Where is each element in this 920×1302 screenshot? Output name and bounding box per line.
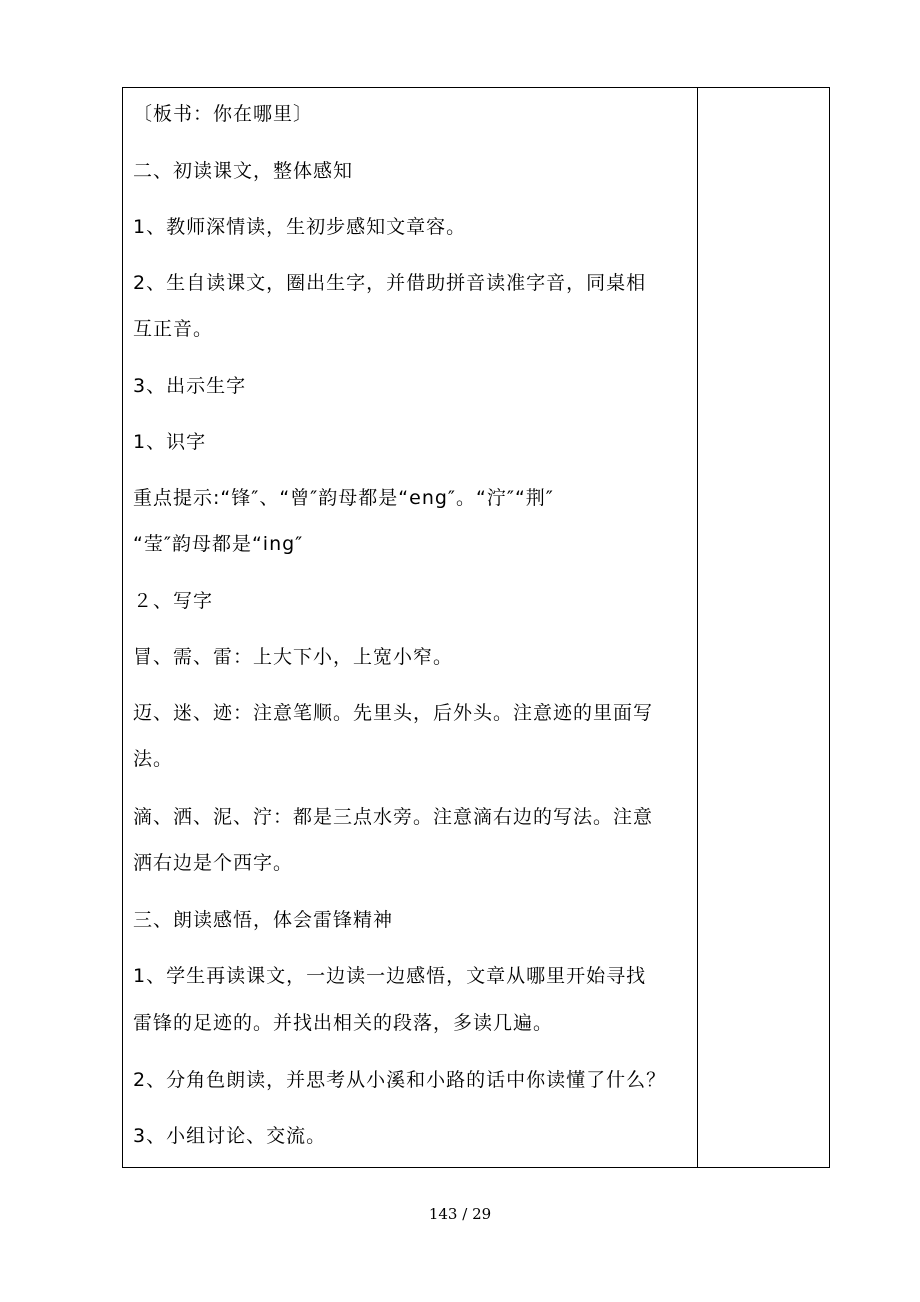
text-line: 迈、迷、迹：注意笔顺。先里头，后外头。注意迹的里面写 — [133, 702, 654, 724]
text-line: 重点提示:“锋″、“曾″韵母都是“eng″。“泞″“荆″ — [133, 487, 554, 509]
text-line: ２、写字 — [133, 590, 214, 612]
blackboard-note: 〔板书：你在哪里〕 — [133, 103, 314, 125]
text-line: 雷锋的足迹的。并找出相关的段落，多读几遍。 — [133, 1012, 554, 1034]
text-line: 3、小组讨论、交流。 — [133, 1125, 327, 1147]
column-divider — [697, 88, 698, 1167]
section-heading-2: 二、初读课文，整体感知 — [133, 160, 354, 182]
page-number: 143 / 29 — [428, 1205, 492, 1223]
section-heading-3: 三、朗读感悟，体会雷锋精神 — [133, 909, 394, 931]
text-line: 3、出示生字 — [133, 375, 247, 397]
text-line: 洒右边是个西字。 — [133, 852, 294, 874]
text-line: “莹″韵母都是“ing″ — [133, 533, 304, 555]
lesson-table — [122, 87, 830, 1168]
text-line: 2、生自读课文，圈出生字，并借助拼音读准字音，同桌相 — [133, 272, 647, 294]
text-line: 法。 — [133, 748, 174, 770]
lesson-content-cell — [123, 88, 697, 1167]
text-line: 冒、需、雷：上大下小，上宽小窄。 — [133, 646, 454, 668]
text-line: 2、分角色朗读，并思考从小溪和小路的话中你读懂了什么？ — [133, 1069, 667, 1091]
text-line: 1、学生再读课文，一边读一边感悟，文章从哪里开始寻找 — [133, 965, 647, 987]
text-line: 互正音。 — [133, 318, 214, 340]
text-line: 滴、洒、泥、泞：都是三点水旁。注意滴右边的写法。注意 — [133, 806, 654, 828]
text-line: 1、教师深情读，生初步感知文章容。 — [133, 216, 467, 238]
text-line: 1、识字 — [133, 431, 207, 453]
